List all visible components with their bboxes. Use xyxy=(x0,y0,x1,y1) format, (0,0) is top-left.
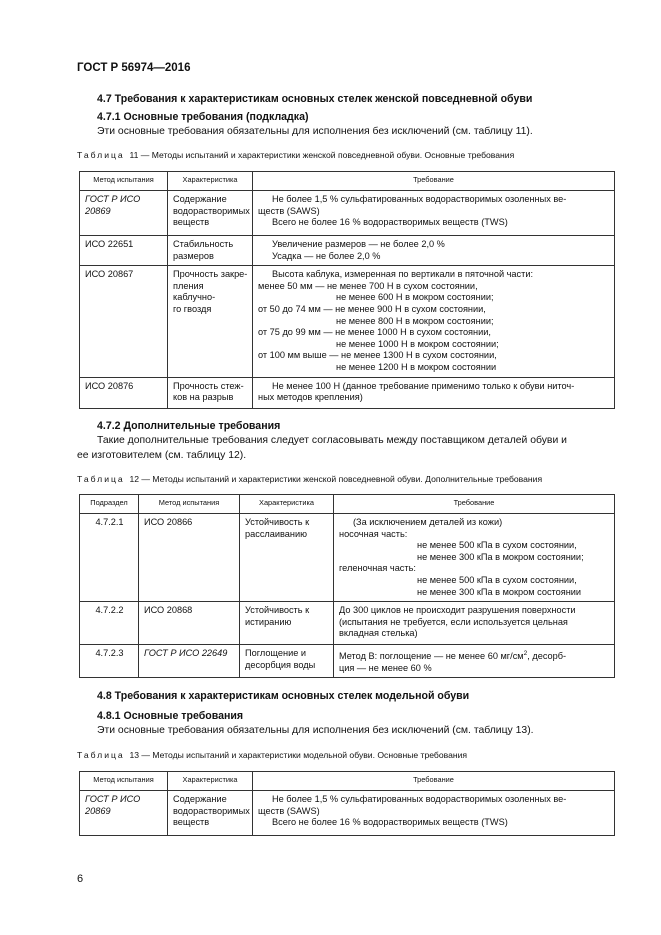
table-cell-method: ГОСТ Р ИСО 20869 xyxy=(80,191,168,236)
table-row xyxy=(80,236,615,266)
section-4-7-title: 4.7 Требования к характеристикам основных стелек женской повседневной обуви xyxy=(97,93,533,105)
req-line: носочная часть: xyxy=(339,528,408,539)
req-line: менее 50 мм — не менее 700 Н в сухом состоянии, xyxy=(258,280,478,291)
table-11-header: Характеристика xyxy=(168,172,253,191)
req-line: не менее 500 кПа в сухом состоянии, xyxy=(417,540,577,551)
table-13-caption xyxy=(77,750,467,760)
table-cell-subsection: 4.7.2.2 xyxy=(80,602,139,645)
table-11-header: Требование xyxy=(253,172,615,191)
superscript: 2 xyxy=(523,650,528,658)
req-line: Увеличение размеров — не более 2,0 % xyxy=(272,239,445,249)
req-line: не менее 600 Н в мокром состоянии; xyxy=(336,292,494,303)
req-line: не менее 1200 Н в мокром состоянии xyxy=(336,361,497,372)
table-11-header: Метод испытания xyxy=(80,172,168,191)
req-line: ществ (SAWS) xyxy=(258,205,320,216)
table-cell-requirement xyxy=(334,645,615,678)
req-line: Не менее 100 Н (данное требование применимо только к обуви ниточ- xyxy=(272,380,575,391)
req-line: Высота каблука, измеренная по вертикали в пяточной части: xyxy=(272,269,534,280)
section-4-8-title: 4.8 Требования к характеристикам основных стелек модельной обуви xyxy=(97,690,470,702)
req-line: геленочная часть: xyxy=(339,563,416,574)
table-cell-characteristic: Содержание водорастворимых веществ xyxy=(168,191,253,236)
table-cell-characteristic: Поглощение и десорбция воды xyxy=(240,645,334,678)
table-13-header-row xyxy=(80,772,615,791)
table-cell-characteristic: Содержание водорастворимых веществ xyxy=(168,791,253,836)
table-cell-method: ГОСТ Р ИСО 22649 xyxy=(139,645,240,678)
table-12-header: Требование xyxy=(334,495,615,514)
table-12-caption-text: 12 — Методы испытаний и характеристики женской повседневной обуви. Дополнительные требования xyxy=(129,474,543,484)
table-cell-subsection: 4.7.2.3 xyxy=(80,645,139,678)
table-12-header: Метод испытания xyxy=(139,495,240,514)
page-number: 6 xyxy=(77,873,84,885)
char-line: ков на разрыв xyxy=(173,392,234,403)
table-row xyxy=(80,514,615,602)
char-line: Прочность стеж- xyxy=(173,380,244,391)
char-line: Прочность закре- xyxy=(173,269,248,280)
table-12-header: Подраздел xyxy=(80,495,139,514)
table-cell-method: ГОСТ Р ИСО 20869 xyxy=(80,791,168,836)
section-4-7-2-title: 4.7.2 Дополнительные требования xyxy=(97,420,281,432)
req-line: Всего не более 16 % водорастворимых веществ (TWS) xyxy=(272,817,508,828)
table-11-caption xyxy=(77,150,514,160)
table-12-caption xyxy=(77,474,542,484)
req-line: ных методов крепления) xyxy=(258,392,363,403)
req-line: вкладная стелька) xyxy=(339,628,418,639)
table-row xyxy=(80,191,615,236)
section-4-7-2-text-line2: ее изготовителем (см. таблицу 12). xyxy=(77,450,247,461)
table-row xyxy=(80,377,615,408)
table-11-caption-text: 11 — Методы испытаний и характеристики женской повседневной обуви. Основные требования xyxy=(129,150,515,160)
req-line: от 50 до 74 мм — не менее 900 Н в сухом состоянии, xyxy=(258,303,486,314)
table-cell-requirement xyxy=(334,514,615,602)
table-12-header-row xyxy=(80,495,615,514)
req-line: от 100 мм выше — не менее 1300 Н в сухом состоянии, xyxy=(258,350,497,361)
req-text: Метод В: поглощение — не менее 60 мг/см xyxy=(339,651,524,662)
section-4-7-2-text-line1: Такие дополнительные требования следует согласовывать между поставщиком деталей обуви и xyxy=(97,435,567,446)
table-cell-characteristic: Устойчивость к расслаиванию xyxy=(240,514,334,602)
req-text: , десорб- xyxy=(527,651,567,662)
section-4-7-1-title: 4.7.1 Основные требования (подкладка) xyxy=(97,111,309,123)
table-11-caption-prefix: Таблица xyxy=(77,150,125,160)
req-line xyxy=(339,648,610,663)
char-line: го гвоздя xyxy=(173,303,212,314)
table-cell-subsection: 4.7.2.1 xyxy=(80,514,139,602)
req-line: не менее 300 кПа в мокром состоянии; xyxy=(417,551,584,562)
table-cell-requirement xyxy=(253,236,615,266)
table-11-header-row xyxy=(80,172,615,191)
req-line: До 300 циклов не происходит разрушения поверхности xyxy=(339,605,576,616)
section-4-8-1-text: Эти основные требования обязательны для исполнения без исключений (см. таблицу 13). xyxy=(97,725,534,736)
req-line: Не более 1,5 % сульфатированных водорастворимых озоленных ве- xyxy=(272,194,567,204)
table-cell-method: ИСО 20868 xyxy=(139,602,240,645)
req-line: не менее 800 Н в мокром состоянии; xyxy=(336,315,494,326)
table-row xyxy=(80,266,615,377)
table-12-header: Характеристика xyxy=(240,495,334,514)
table-cell-method: ИСО 20866 xyxy=(139,514,240,602)
req-line: не менее 500 кПа в сухом состоянии, xyxy=(417,574,577,585)
table-13-header: Требование xyxy=(253,772,615,791)
table-cell-requirement xyxy=(253,191,615,236)
table-cell-method: ИСО 22651 xyxy=(80,236,168,266)
req-line: не менее 1000 Н в мокром состоянии; xyxy=(336,338,499,349)
table-11 xyxy=(79,171,615,409)
table-row xyxy=(80,791,615,836)
table-13-header: Характеристика xyxy=(168,772,253,791)
table-cell-method: ИСО 20876 xyxy=(80,377,168,408)
table-cell-requirement xyxy=(253,791,615,836)
table-cell-characteristic: Устойчивость к истиранию xyxy=(240,602,334,645)
req-line: Усадка — не более 2,0 % xyxy=(272,250,381,261)
table-cell-method: ИСО 20867 xyxy=(80,266,168,377)
table-13 xyxy=(79,771,615,836)
table-13-header: Метод испытания xyxy=(80,772,168,791)
req-line: ция — не менее 60 % xyxy=(339,662,432,673)
req-line: (испытания не требуется, если используется цельная xyxy=(339,616,568,627)
req-line: Не более 1,5 % сульфатированных водорастворимых озоленных ве- xyxy=(272,794,567,804)
table-cell-requirement xyxy=(253,377,615,408)
table-row xyxy=(80,602,615,645)
section-4-7-1-text: Эти основные требования обязательны для исполнения без исключений (см. таблицу 11). xyxy=(97,126,533,137)
req-line: не менее 300 кПа в мокром состоянии xyxy=(417,586,582,597)
req-line: (За исключением деталей из кожи) xyxy=(353,517,503,527)
table-13-caption-text: 13 — Методы испытаний и характеристики модельной обуви. Основные требования xyxy=(129,750,468,760)
table-cell-characteristic xyxy=(168,377,253,408)
table-cell-requirement xyxy=(253,266,615,377)
req-line: ществ (SAWS) xyxy=(258,805,320,816)
table-row xyxy=(80,645,615,678)
section-4-8-1-title: 4.8.1 Основные требования xyxy=(97,710,244,722)
table-12 xyxy=(79,494,615,678)
table-cell-characteristic: Стабильность размеров xyxy=(168,236,253,266)
table-13-caption-prefix: Таблица xyxy=(77,750,125,760)
page-header: ГОСТ Р 56974—2016 xyxy=(77,62,191,74)
table-cell-requirement xyxy=(334,602,615,645)
table-cell-characteristic xyxy=(168,266,253,377)
req-line: Всего не более 16 % водорастворимых веществ (TWS) xyxy=(272,217,508,228)
req-line: от 75 до 99 мм — не менее 1000 Н в сухом состоянии, xyxy=(258,327,491,338)
table-12-caption-prefix: Таблица xyxy=(77,474,125,484)
char-line: пления каблучно- xyxy=(173,280,216,303)
